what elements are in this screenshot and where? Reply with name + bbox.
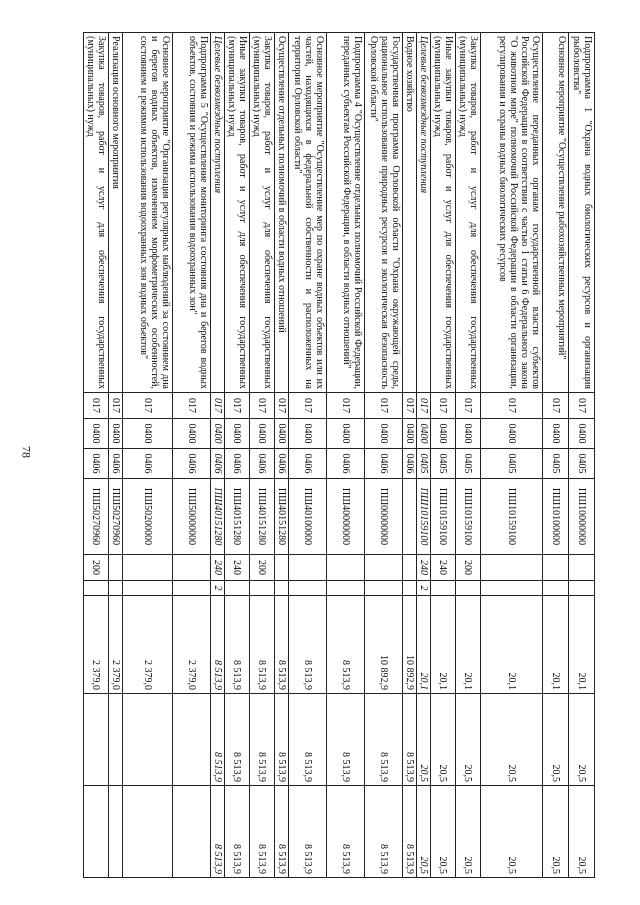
amount-1: 2 379,0 <box>123 596 173 694</box>
amount-3 <box>123 786 173 878</box>
table-row <box>225 33 250 878</box>
row-name: Водное хозяйство <box>403 33 417 393</box>
amount-1: 8 513,9 <box>327 596 365 694</box>
table-row <box>543 33 569 878</box>
amount-2: 8 513,9 <box>365 694 403 786</box>
subsection-code: 0406 <box>250 449 275 479</box>
subsection-code: 0406 <box>275 449 289 479</box>
grbs-code: 017 <box>109 393 123 419</box>
amount-3: 8 513,9 <box>211 786 225 878</box>
subsection-code: 0405 <box>481 449 543 479</box>
amount-2: 20,5 <box>431 694 456 786</box>
table-row <box>123 33 173 878</box>
amount-3: 8 513,9 <box>403 786 417 878</box>
target-article-code: ПШ50270960 <box>84 479 109 555</box>
table-row <box>84 33 109 878</box>
funding-type-code <box>250 581 275 596</box>
table-row <box>289 33 327 878</box>
subsection-code: 0405 <box>431 449 456 479</box>
table-row <box>431 33 456 878</box>
amount-1: 10 892,9 <box>365 596 403 694</box>
amount-2 <box>84 694 109 786</box>
section-code: 0400 <box>365 419 403 449</box>
section-code: 0400 <box>211 419 225 449</box>
amount-3: 20,5 <box>543 786 569 878</box>
subsection-code: 0406 <box>123 449 173 479</box>
subsection-code: 0406 <box>109 449 123 479</box>
row-name: Целевые безвозмездные поступления <box>211 33 225 393</box>
funding-type-code <box>173 581 211 596</box>
expense-type-code: 200 <box>456 555 481 581</box>
table-row <box>275 33 289 878</box>
funding-type-code: 2 <box>211 581 225 596</box>
expense-type-code: 200 <box>84 555 109 581</box>
amount-3: 8 513,9 <box>365 786 403 878</box>
funding-type-code <box>327 581 365 596</box>
section-code: 0400 <box>431 419 456 449</box>
funding-type-code: 2 <box>417 581 431 596</box>
section-code: 0400 <box>417 419 431 449</box>
target-article-code: ПШ10000000 <box>569 479 595 555</box>
funding-type-code <box>431 581 456 596</box>
target-article-code: ПШ40151280 <box>225 479 250 555</box>
row-name: Подпрограмма 1 "Охрана водных биологических ресурсов и организация рыболовства" <box>569 33 595 393</box>
amount-3: 8 513,9 <box>289 786 327 878</box>
table-row <box>403 33 417 878</box>
target-article-code: ПШ10159100 <box>417 479 431 555</box>
funding-type-code <box>365 581 403 596</box>
expense-type-code <box>569 555 595 581</box>
amount-1: 20,1 <box>431 596 456 694</box>
funding-type-code <box>569 581 595 596</box>
grbs-code: 017 <box>173 393 211 419</box>
section-code: 0400 <box>289 419 327 449</box>
expense-type-code <box>173 555 211 581</box>
row-name: Закупка товаров, работ и услуг для обеспечения государственных (муниципальных) нужд <box>250 33 275 393</box>
amount-1: 2 379,0 <box>173 596 211 694</box>
amount-1: 8 513,9 <box>289 596 327 694</box>
subsection-code: 0405 <box>569 449 595 479</box>
amount-2: 8 513,9 <box>225 694 250 786</box>
amount-1: 8 513,9 <box>250 596 275 694</box>
amount-1: 20,1 <box>456 596 481 694</box>
target-article-code: ПШ40151280 <box>250 479 275 555</box>
target-article-code: ПШ40100000 <box>289 479 327 555</box>
amount-3: 20,5 <box>456 786 481 878</box>
row-name: Государственная программа Орловской области "Охрана окружающей среды, рациональное использование природных ресурсов и экологическая безопасность Орловской области" <box>365 33 403 393</box>
amount-2: 8 513,9 <box>403 694 417 786</box>
budget-table <box>83 32 595 878</box>
amount-3 <box>84 786 109 878</box>
target-article-code: ПШ10100000 <box>543 479 569 555</box>
target-article-code: ПШ10159100 <box>431 479 456 555</box>
amount-3 <box>109 786 123 878</box>
amount-3: 8 513,9 <box>327 786 365 878</box>
amount-3: 20,5 <box>431 786 456 878</box>
section-code: 0400 <box>275 419 289 449</box>
table-row <box>250 33 275 878</box>
table-row <box>327 33 365 878</box>
funding-type-code <box>109 581 123 596</box>
subsection-code: 0406 <box>327 449 365 479</box>
amount-1: 8 513,9 <box>275 596 289 694</box>
amount-1: 10 892,9 <box>403 596 417 694</box>
amount-2: 8 513,9 <box>211 694 225 786</box>
table-row <box>365 33 403 878</box>
section-code: 0400 <box>481 419 543 449</box>
amount-1: 20,1 <box>417 596 431 694</box>
grbs-code: 017 <box>456 393 481 419</box>
section-code: 0400 <box>250 419 275 449</box>
grbs-code: 017 <box>403 393 417 419</box>
subsection-code: 0405 <box>456 449 481 479</box>
expense-type-code: 240 <box>211 555 225 581</box>
amount-2: 20,5 <box>456 694 481 786</box>
funding-type-code <box>123 581 173 596</box>
table-row <box>481 33 543 878</box>
page-number: 78 <box>19 446 33 458</box>
table-row <box>456 33 481 878</box>
expense-type-code: 200 <box>250 555 275 581</box>
budget-table-body <box>84 33 595 878</box>
row-name: Основное мероприятие "Осуществление мер по охране водных объектов или их частей, находящихся в федеральной собственности и расположенных на территории Орловской области" <box>289 33 327 393</box>
grbs-code: 017 <box>481 393 543 419</box>
amount-2: 8 513,9 <box>275 694 289 786</box>
grbs-code: 017 <box>123 393 173 419</box>
grbs-code: 017 <box>84 393 109 419</box>
funding-type-code <box>481 581 543 596</box>
grbs-code: 017 <box>225 393 250 419</box>
funding-type-code <box>84 581 109 596</box>
subsection-code: 0405 <box>543 449 569 479</box>
row-name: Иные закупки товаров, работ и услуг для обеспечения государственных (муниципальных) нужд <box>225 33 250 393</box>
row-name: Иные закупки товаров, работ и услуг для обеспечения государственных (муниципальных) нужд <box>431 33 456 393</box>
expense-type-code <box>123 555 173 581</box>
grbs-code: 017 <box>327 393 365 419</box>
grbs-code: 017 <box>431 393 456 419</box>
rotated-table-frame <box>60 32 595 877</box>
expense-type-code: 240 <box>431 555 456 581</box>
amount-1: 20,1 <box>481 596 543 694</box>
subsection-code: 0406 <box>403 449 417 479</box>
amount-1: 2 379,0 <box>84 596 109 694</box>
amount-3: 20,5 <box>481 786 543 878</box>
target-article-code: ПШ40151280 <box>211 479 225 555</box>
amount-2: 8 513,9 <box>289 694 327 786</box>
row-name: Основное мероприятие "Осуществление рыбохозяйственных мероприятий" <box>543 33 569 393</box>
amount-2: 20,5 <box>543 694 569 786</box>
target-article-code: ПШ40151280 <box>275 479 289 555</box>
funding-type-code <box>289 581 327 596</box>
expense-type-code <box>289 555 327 581</box>
target-article-code <box>403 479 417 555</box>
subsection-code: 0406 <box>211 449 225 479</box>
amount-3: 20,5 <box>417 786 431 878</box>
amount-1: 8 513,9 <box>225 596 250 694</box>
row-name: Целевые безвозмездные поступления <box>417 33 431 393</box>
section-code: 0400 <box>225 419 250 449</box>
section-code: 0400 <box>173 419 211 449</box>
row-name: Осуществление отдельных полномочий в области водных отношений <box>275 33 289 393</box>
target-article-code: ПШ00000000 <box>365 479 403 555</box>
row-name: Подпрограмма 5 "Осуществление мониторинга состояния дна и берегов водных объектов, состояния и режима использования водоохранных зон" <box>173 33 211 393</box>
amount-3: 8 513,9 <box>250 786 275 878</box>
expense-type-code <box>365 555 403 581</box>
amount-1: 8 513,9 <box>211 596 225 694</box>
amount-2 <box>173 694 211 786</box>
target-article-code: ПШ50270960 <box>109 479 123 555</box>
row-name: Осуществление переданных органам государственной власти субъектов Российской Федерации в соответствии с частью 1 статьи 6 Федерального закона "О животном мире" полномочий Российской Федерации в области организации, регулирования и охраны водных биологических ресурсов <box>481 33 543 393</box>
table-row <box>417 33 431 878</box>
amount-2: 20,5 <box>569 694 595 786</box>
funding-type-code <box>403 581 417 596</box>
funding-type-code <box>275 581 289 596</box>
target-article-code: ПШ40000000 <box>327 479 365 555</box>
target-article-code: ПШ50000000 <box>173 479 211 555</box>
section-code: 0400 <box>569 419 595 449</box>
subsection-code: 0406 <box>225 449 250 479</box>
expense-type-code <box>109 555 123 581</box>
amount-3: 20,5 <box>569 786 595 878</box>
amount-2: 8 513,9 <box>327 694 365 786</box>
subsection-code: 0406 <box>289 449 327 479</box>
expense-type-code <box>481 555 543 581</box>
subsection-code: 0405 <box>417 449 431 479</box>
funding-type-code <box>225 581 250 596</box>
expense-type-code: 240 <box>225 555 250 581</box>
amount-1: 20,1 <box>543 596 569 694</box>
section-code: 0400 <box>543 419 569 449</box>
section-code: 0400 <box>456 419 481 449</box>
table-row <box>109 33 123 878</box>
row-name: Основное мероприятие "Организация регулярных наблюдений за состоянием дна и берегов водных объектов, изменением морфометрических особенностей, состоянием и режимом использования водоохранных зон водных объектов" <box>123 33 173 393</box>
amount-2: 8 513,9 <box>250 694 275 786</box>
row-name: Подпрограмма 4 "Осуществление отдельных полномочий Российской Федерации, переданных субъектам Российской Федерации, в области водных отношений" <box>327 33 365 393</box>
grbs-code: 017 <box>417 393 431 419</box>
subsection-code: 0406 <box>84 449 109 479</box>
subsection-code: 0406 <box>173 449 211 479</box>
amount-1: 2 379,0 <box>109 596 123 694</box>
funding-type-code <box>456 581 481 596</box>
section-code: 0400 <box>327 419 365 449</box>
funding-type-code <box>543 581 569 596</box>
grbs-code: 017 <box>211 393 225 419</box>
section-code: 0400 <box>123 419 173 449</box>
row-name: Закупка товаров, работ и услуг для обеспечения государственных (муниципальных) нужд <box>84 33 109 393</box>
target-article-code: ПШ10159100 <box>456 479 481 555</box>
target-article-code: ПШ50200000 <box>123 479 173 555</box>
amount-1: 20,1 <box>569 596 595 694</box>
amount-3 <box>173 786 211 878</box>
row-name: Закупка товаров, работ и услуг для обеспечения государственных (муниципальных) нужд <box>456 33 481 393</box>
table-row <box>173 33 211 878</box>
amount-3: 8 513,9 <box>225 786 250 878</box>
grbs-code: 017 <box>543 393 569 419</box>
expense-type-code <box>275 555 289 581</box>
amount-2: 20,5 <box>481 694 543 786</box>
expense-type-code <box>543 555 569 581</box>
amount-2: 20,5 <box>417 694 431 786</box>
amount-2 <box>109 694 123 786</box>
table-row <box>211 33 225 878</box>
section-code: 0400 <box>109 419 123 449</box>
grbs-code: 017 <box>250 393 275 419</box>
grbs-code: 017 <box>569 393 595 419</box>
grbs-code: 017 <box>289 393 327 419</box>
section-code: 0400 <box>403 419 417 449</box>
amount-2 <box>123 694 173 786</box>
table-row <box>569 33 595 878</box>
section-code: 0400 <box>84 419 109 449</box>
expense-type-code <box>327 555 365 581</box>
target-article-code: ПШ10159100 <box>481 479 543 555</box>
expense-type-code <box>403 555 417 581</box>
rotated-table-area <box>60 32 595 877</box>
amount-3: 8 513,9 <box>275 786 289 878</box>
grbs-code: 017 <box>275 393 289 419</box>
subsection-code: 0406 <box>365 449 403 479</box>
row-name: Реализация основного мероприятия <box>109 33 123 393</box>
expense-type-code: 240 <box>417 555 431 581</box>
grbs-code: 017 <box>365 393 403 419</box>
